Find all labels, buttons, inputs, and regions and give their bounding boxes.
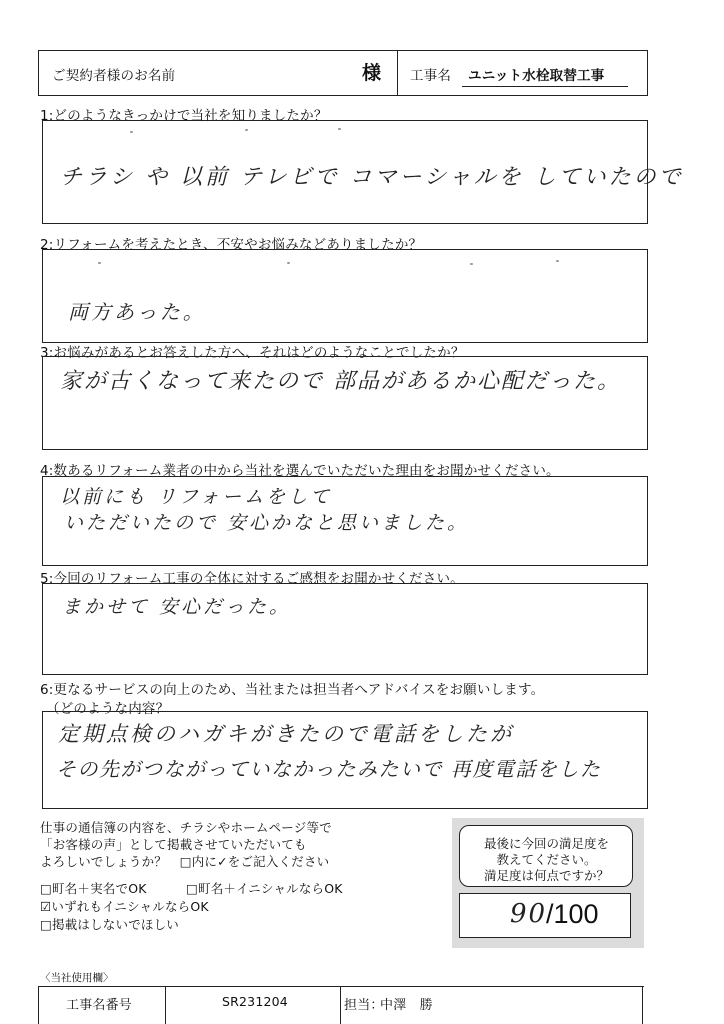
question-3-label: 3:お悩みがあるとお答えした方へ、それはどのようなことでしたか？: [40, 345, 465, 361]
answer-1-line-1: チラシ や 以前 テレビで コマーシャルを していたので: [60, 165, 684, 190]
question-5-label: 5:今回のリフォーム工事の全体に対するご感想をお聞かせください。: [40, 571, 464, 587]
question-4-label: 4:数あるリフォーム業者の中から当社を選んでいただいた理由をお聞かせください。: [40, 463, 560, 479]
answer-5-line-1: まかせて 安心だった。: [62, 596, 292, 618]
question-2-label: 2:リフォームを考えたとき、不安やお悩みなどありましたか？: [40, 237, 423, 253]
question-6-sublabel: （どのような内容？: [46, 701, 170, 717]
work-name-underline: [462, 86, 628, 87]
internal-divider-2: [340, 986, 341, 1024]
work-name-value: ユニット水栓取替工事: [468, 68, 605, 84]
answer-3-line-1: 家が古くなって来たので 部品があるか心配だった。: [60, 369, 621, 394]
work-number-label: 工事名番号: [66, 998, 133, 1013]
score-value: 90: [510, 899, 548, 929]
consent-option-town-initial[interactable]: □町名＋イニシャルならOK: [186, 881, 343, 896]
sama-label: 様: [362, 62, 382, 84]
scan-speck: [98, 262, 101, 264]
consent-line-2: 「お客様の声」として掲載させていただいても: [40, 837, 307, 852]
score-max: /100: [546, 899, 599, 929]
consent-line-3: よろしいでしょうか？ □内に✓をご記入ください: [40, 854, 330, 869]
scan-speck: [470, 263, 473, 265]
satisfaction-prompt-line-3: 満足度は何点ですか？: [483, 868, 609, 883]
answer-6-line-1: 定期点検のハガキがきたので電話をしたが: [58, 722, 514, 746]
internal-left-border: [38, 986, 39, 1024]
internal-divider-1: [165, 986, 166, 1024]
consent-line-1: 仕事の通信簿の内容を、チラシやホームページ等で: [40, 820, 332, 835]
scan-speck: [287, 262, 290, 264]
staff-label: 担当：: [344, 998, 384, 1013]
satisfaction-prompt-line-1: 最後に今回の満足度を: [483, 836, 609, 851]
answer-2-line-1: 両方あった。: [68, 300, 206, 324]
question-6-label: 6:更なるサービスの向上のため、当社または担当者へアドバイスをお願いします。: [40, 682, 545, 698]
internal-caption: 〈当社使用欄〉: [40, 972, 114, 984]
scan-speck: [245, 129, 248, 131]
consent-option-town-realname[interactable]: □町名＋実名でOK: [40, 881, 147, 896]
consent-option-all-initial[interactable]: ☑いずれもイニシャルならOK: [40, 899, 209, 914]
scan-speck: [130, 131, 133, 133]
work-name-label: 工事名: [410, 68, 452, 84]
consent-option-no-publish[interactable]: □掲載はしないでほしい: [40, 917, 180, 932]
scan-speck: [338, 128, 341, 130]
staff-name: 中澤 勝: [380, 998, 433, 1013]
customer-name-label: ご契約者様のお名前: [52, 68, 176, 84]
answer-6-line-2: その先がつながっていなかったみたいで 再度電話をした: [56, 757, 602, 781]
satisfaction-prompt-line-2: 教えてください。: [496, 852, 597, 867]
work-number-value: SR231204: [222, 994, 288, 1009]
internal-right-border: [642, 986, 643, 1024]
answer-4-line-2: いただいたので 安心かなと思いました。: [64, 512, 470, 534]
answer-4-line-1: 以前にも リフォームをして: [60, 486, 333, 508]
scan-speck: [556, 260, 559, 262]
question-1-label: 1:どのようなきっかけで当社を知りましたか？: [40, 108, 328, 124]
header-divider-sama: [397, 50, 398, 96]
